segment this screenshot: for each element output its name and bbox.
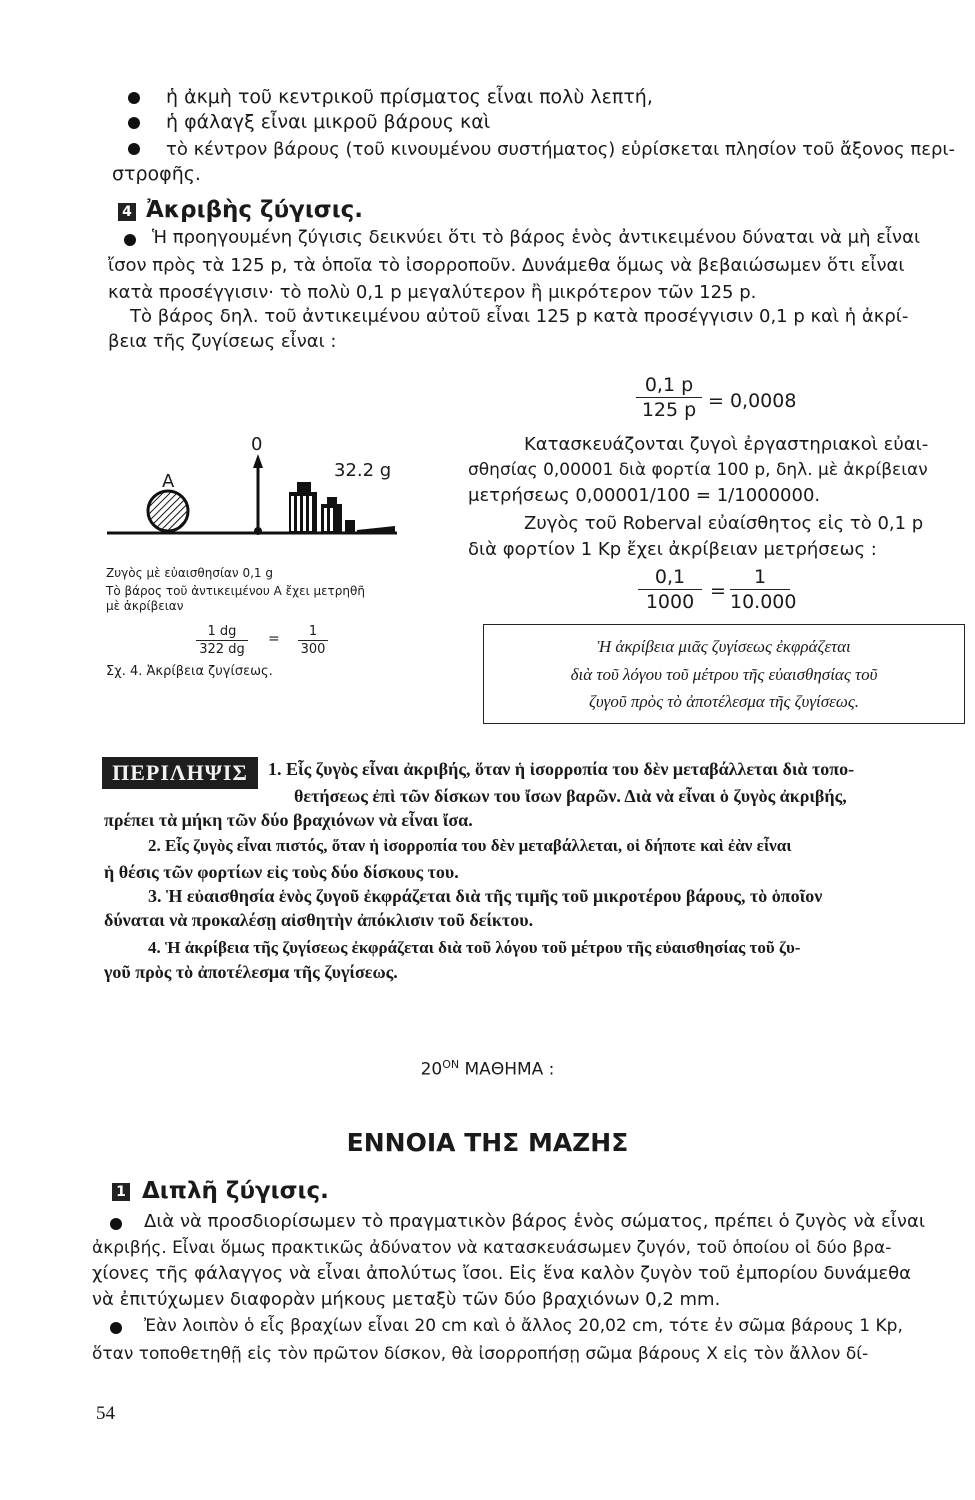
right-column-line: διὰ φορτίον 1 Kp ἔχει ἀκρίβειαν μετρήσεως : xyxy=(468,539,877,560)
fraction-bar xyxy=(196,640,248,641)
fraction-denominator: 300 xyxy=(300,642,326,657)
bullet-text: ἡ ἀκμὴ τοῦ κεντρικοῦ πρίσματος εἶναι πολὺ λεπτή, xyxy=(166,86,653,108)
paragraph-line: ὅταν τοποθετηθῇ εἰς τὸν πρῶτον δίσκον, θὰ ἰσορροπήσῃ σῶμα βάρους Χ εἰς τὸν ἄλλον δί- xyxy=(92,1344,869,1364)
fraction-bar xyxy=(730,589,790,590)
bullet-dot xyxy=(124,234,136,246)
fraction-bar xyxy=(636,397,702,398)
fraction-denominator: 1000 xyxy=(645,591,695,613)
lesson-number: 20 xyxy=(420,1059,443,1080)
fraction-denominator: 322 dg xyxy=(199,642,245,657)
bullet-text: τὸ κέντρον βάρους (τοῦ κινουμένου συστήματος) εὑρίσκεται πλησίον τοῦ ἄξονος περι- xyxy=(166,139,955,160)
fraction-numerator: 1 xyxy=(308,624,318,639)
bullet-continuation: στροφῆς. xyxy=(112,163,201,185)
fraction-roberval-b xyxy=(730,566,797,613)
fraction-numerator: 1 xyxy=(753,566,767,588)
paragraph-line: κατὰ προσέγγισιν· τὸ πολὺ 0,1 p μεγαλύτερον ἢ μικρότερον τῶν 125 p. xyxy=(108,282,757,303)
summary-line: 2. Εἷς ζυγὸς εἶναι πιστός, ὅταν ἡ ἰσορροπία του δὲν μεταβάλλεται, οἱ δήποτε καὶ ἐὰν εἶναι xyxy=(148,836,792,855)
paragraph-line: Διὰ νὰ προσδιορίσωμεν τὸ πραγματικὸν βάρος ἑνὸς σώματος, πρέπει ὁ ζυγὸς νὰ εἶναι xyxy=(144,1211,925,1232)
fraction-numerator: 1 dg xyxy=(207,624,237,639)
paragraph-line: ἴσον πρὸς τὰ 125 p, τὰ ὁποῖα τὸ ἰσορροποῦν. Δυνάμεθα ὅμως νὰ βεβαιώσωμεν ὅτι εἶναι xyxy=(108,255,905,276)
fraction-bar xyxy=(638,589,702,590)
summary-line: ἡ θέσις τῶν φορτίων εἰς τοὺς δύο δίσκους του. xyxy=(104,862,459,882)
bullet-text: ἡ φάλαγξ εἶναι μικροῦ βάρους καὶ xyxy=(166,111,491,133)
fraction-bar xyxy=(298,640,328,641)
pointer-pivot xyxy=(254,527,262,535)
definition-line: Ἡ ἀκρίβεια μιᾶς ζυγίσεως ἐκφράζεται xyxy=(597,637,851,656)
summary-badge: ΠΕΡΙΛΗΨΙΣ xyxy=(102,757,258,789)
right-column-line: μετρήσεως 0,00001/100 = 1/1000000. xyxy=(468,485,821,506)
bullet-dot xyxy=(128,92,140,104)
paragraph-line: Ἐὰν λοιπὸν ὁ εἷς βραχίων εἶναι 20 cm καὶ ὁ ἄλλος 20,02 cm, τότε ἐν σῶμα βάρους 1 Kp, xyxy=(144,1316,903,1336)
fraction-numerator: 0,1 xyxy=(654,566,686,588)
figure-weight-label: 32.2 g xyxy=(334,460,392,481)
figure-fraction-b xyxy=(298,624,328,657)
formula-equals: = xyxy=(710,580,726,602)
summary-line: 3. Ἡ εὐαισθησία ἑνὸς ζυγοῦ ἐκφράζεται διὰ τῆς τιμῆς τοῦ μικροτέρου βάρους, τὸ ὁποῖον xyxy=(148,886,823,906)
section-number-box: 4 xyxy=(118,203,136,221)
definition-box xyxy=(483,624,965,724)
bullet-dot xyxy=(128,117,140,129)
paragraph-line: χίονες τῆς φάλαγγος νὰ εἶναι ἀπολύτως ἴσοι. Εἰς ἕνα καλὸν ζυγὸν τοῦ ἐμπορίου δυνάμεθα xyxy=(92,1263,911,1284)
summary-line: δύναται νὰ προκαλέσῃ αἰσθητὴν ἀπόκλισιν τοῦ δείκτου. xyxy=(104,910,534,930)
figure-caption-line: Τὸ βάρος τοῦ ἀντικειμένου Α ἔχει μετρηθῆ xyxy=(106,584,365,598)
object-a-ball xyxy=(148,491,188,531)
definition-line: διὰ τοῦ λόγου τοῦ μέτρου τῆς εὐαισθησίας τοῦ xyxy=(570,665,878,684)
definition-line: ζυγοῦ πρὸς τὸ ἀποτέλεσμα τῆς ζυγίσεως. xyxy=(589,692,859,711)
lesson-word: ΜΑΘΗΜΑ : xyxy=(464,1059,555,1080)
bullet-dot xyxy=(110,1322,122,1334)
formula-result: = 0,0008 xyxy=(708,390,797,412)
figure-label-o: 0 xyxy=(251,434,263,455)
section-heading: Διπλῆ ζύγισις. xyxy=(142,1178,329,1204)
lesson-number-suffix: ΟΝ xyxy=(442,1058,460,1071)
summary-line: 4. Ἡ ἀκρίβεια τῆς ζυγίσεως ἐκφράζεται διὰ τοῦ λόγου τοῦ μέτρου τῆς εὐαισθησίας τοῦ ζυ- xyxy=(148,938,801,957)
paragraph-line: νὰ ἐπιτύχωμεν διαφορὰν μήκους μεταξὺ τῶν δύο βραχιόνων 0,2 mm. xyxy=(92,1289,721,1310)
figure-fraction-equals: = xyxy=(268,631,280,647)
fraction-numerator: 0,1 p xyxy=(644,374,694,396)
figure-label-a: A xyxy=(162,471,175,492)
bullet-dot xyxy=(110,1218,122,1230)
paragraph-line: βεια τῆς ζυγίσεως εἶναι : xyxy=(108,331,337,352)
summary-line: 1. Εἷς ζυγὸς εἶναι ἀκριβής, ὅταν ἡ ἰσορροπία του δὲν μεταβάλλεται διὰ τοπο- xyxy=(268,759,855,779)
paragraph-line: Τὸ βάρος δηλ. τοῦ ἀντικειμένου αὐτοῦ εἶναι 125 p κατὰ προσέγγισιν 0,1 p καὶ ἡ ἀκρί- xyxy=(130,306,909,327)
paragraph-line: ἀκριβής. Εἶναι ὅμως πρακτικῶς ἀδύνατον νὰ κατασκευάσωμεν ζυγόν, τοῦ ὁποίου οἱ δύο βρα- xyxy=(92,1238,892,1258)
right-column-line: σθησίας 0,00001 διὰ φορτία 100 p, δηλ. μὲ ἀκρίβειαν xyxy=(468,460,928,480)
right-column-line: Κατασκευάζονται ζυγοὶ ἐργαστηριακοὶ εὐαι- xyxy=(524,434,929,455)
fraction-roberval-a xyxy=(638,566,702,613)
fraction-denominator: 125 p xyxy=(641,399,697,421)
section-number-box: 1 xyxy=(112,1183,130,1201)
summary-line: γοῦ πρὸς τὸ ἀποτέλεσμα τῆς ζυγίσεως. xyxy=(104,962,398,982)
fraction-denominator: 10.000 xyxy=(730,591,797,613)
lesson-title: ΕΝΝΟΙΑ ΤΗΣ ΜΑΖΗΣ xyxy=(346,1128,629,1157)
summary-line: θετήσεως ἐπὶ τῶν δίσκων του ἴσων βαρῶν. Διὰ νὰ εἶναι ὁ ζυγὸς ἀκριβής, xyxy=(294,786,847,806)
fraction-precision xyxy=(636,374,702,421)
figure-caption-line: μὲ ἀκρίβειαν xyxy=(106,599,184,613)
section-heading: Ἀκριβὴς ζύγισις. xyxy=(146,197,364,223)
right-column-line: Ζυγὸς τοῦ Roberval εὐαίσθητος εἰς τὸ 0,1 p xyxy=(524,513,924,534)
lesson-label xyxy=(0,1058,975,1080)
figure-fraction-a xyxy=(196,624,248,657)
figure-caption-line: Ζυγὸς μὲ εὐαισθησίαν 0,1 g xyxy=(106,566,273,580)
paragraph-line: Ἡ προηγουμένη ζύγισις δεικνύει ὅτι τὸ βάρος ἑνὸς ἀντικειμένου δύναται νὰ μὴ εἶναι xyxy=(152,227,921,248)
bullet-dot xyxy=(128,143,140,155)
summary-line: πρέπει τὰ μήκη τῶν δύο βραχιόνων νὰ εἶναι ἴσα. xyxy=(104,810,473,830)
figure-title: Σχ. 4. Ἀκρίβεια ζυγίσεως. xyxy=(106,664,273,679)
weights-group xyxy=(289,482,395,533)
page-number: 54 xyxy=(96,1403,115,1424)
